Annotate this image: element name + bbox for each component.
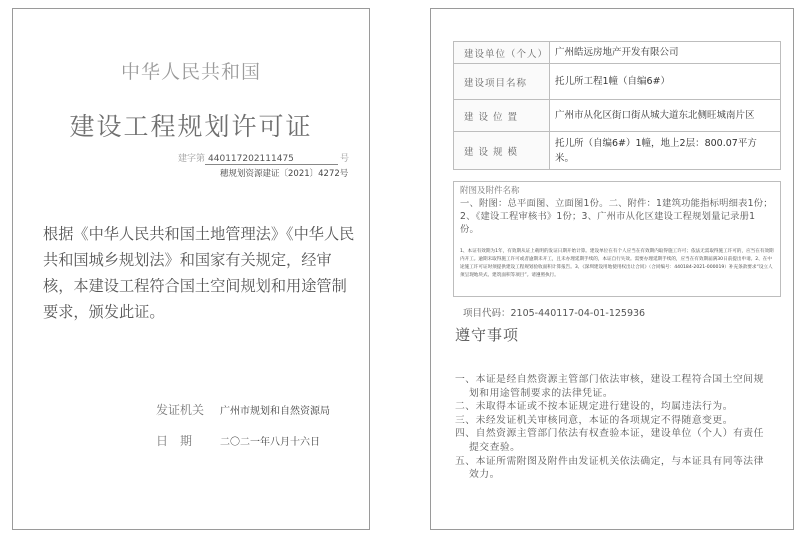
table-row — [454, 64, 781, 100]
cert-suffix: 号 — [340, 154, 350, 164]
issuer-label: 发证机关 — [156, 403, 205, 417]
row-value: 托儿所（自编6#）1幢，地上2层：800.07平方米。 — [550, 132, 781, 170]
country-name: 中华人民共和国 — [120, 61, 261, 83]
document-number: 穗规划资源建证〔2021〕4272号 — [220, 169, 349, 179]
cert-prefix: 建字第 — [178, 154, 206, 164]
row-label: 建设单位（个人） — [454, 42, 550, 64]
row-value: 广州皓远房地产开发有限公司 — [550, 42, 781, 64]
date-value: 二〇二一年八月十六日 — [220, 437, 320, 448]
list-item: 四、自然资源主管部门依法有权查验本证，建设单位（个人）有责任提交查验。 — [455, 428, 764, 453]
list-item: 一、本证是经自然资源主管部门依法审核，建设工程符合国土空间规划和用途管制要求的法律凭证。 — [455, 374, 764, 399]
table-row — [454, 42, 781, 64]
issuer-value: 广州市规划和自然资源局 — [220, 406, 330, 417]
rules-list — [455, 373, 773, 482]
certificate-details-page — [430, 8, 794, 530]
date-label: 日 期 — [156, 434, 193, 448]
row-label: 建 设 规 模 — [454, 132, 550, 170]
row-value: 托儿所工程1幢（自编6#） — [550, 64, 781, 100]
table-row — [454, 132, 781, 170]
cert-number: 440117202111475 — [205, 154, 338, 165]
attachments-title: 附图及附件名称 — [460, 186, 520, 196]
row-value: 广州市从化区街口街从城大道东北侧旺城南片区 — [550, 100, 781, 132]
list-item: 二、未取得本证或不按本证规定进行建设的，均属违法行为。 — [455, 401, 734, 413]
list-item: 三、未经发证机关审核同意，本证的各项规定不得随意变更。 — [455, 414, 734, 426]
attachments-note: 1、本证有效期为1年，有效期从证上载明的发证日期开始计算。建设单位在有个人应当在有效期内取得施工许可；依法无需取得施工许可的，应当在有效期内开工。逾期未取得施工许可或者逾期未开工，且未办理延期手续的，本证自行失效。需要办理延期手续的，应当在有效期届满30日前提出申请。2、在中途施工许可证时须提供建设工程规划验收面积计算报告。3、《深圳建设用地使用权出让合同》（合同编号：440184-2021-000019）补充条款要求“设立人须呈现地块式、建筑面积等项目”。请遵照执行。 — [460, 249, 774, 278]
row-label: 建设项目名称 — [454, 64, 550, 100]
certificate-body-text: 根据《中华人民共和国土地管理法》《中华人民共和国城乡规划法》和国家有关规定，经审核，本建设工程符合国土空间规划和用途管制要求，颁发此证。 — [43, 225, 355, 321]
row-label: 建 设 位 置 — [454, 100, 550, 132]
certificate-cover-page — [12, 8, 370, 530]
project-info-table — [453, 41, 781, 170]
certificate-number-line — [178, 151, 349, 165]
table-row — [454, 100, 781, 132]
rules-title: 遵守事项 — [455, 326, 520, 344]
attachments-text: 一、附图：总平面图、立面图1份。二、附件：1建筑功能指标明细表1份；2、《建设工程审核书》1份；3、广州市从化区建设工程规划量记录册1份。 — [460, 198, 773, 235]
attachments-section — [453, 181, 781, 297]
certificate-title: 建设工程规划许可证 — [69, 112, 313, 141]
project-code: 项目代码：2105-440117-04-01-125936 — [463, 308, 646, 319]
list-item: 五、本证所需附图及附件由发证机关依法确定，与本证具有同等法律效力。 — [455, 455, 764, 481]
